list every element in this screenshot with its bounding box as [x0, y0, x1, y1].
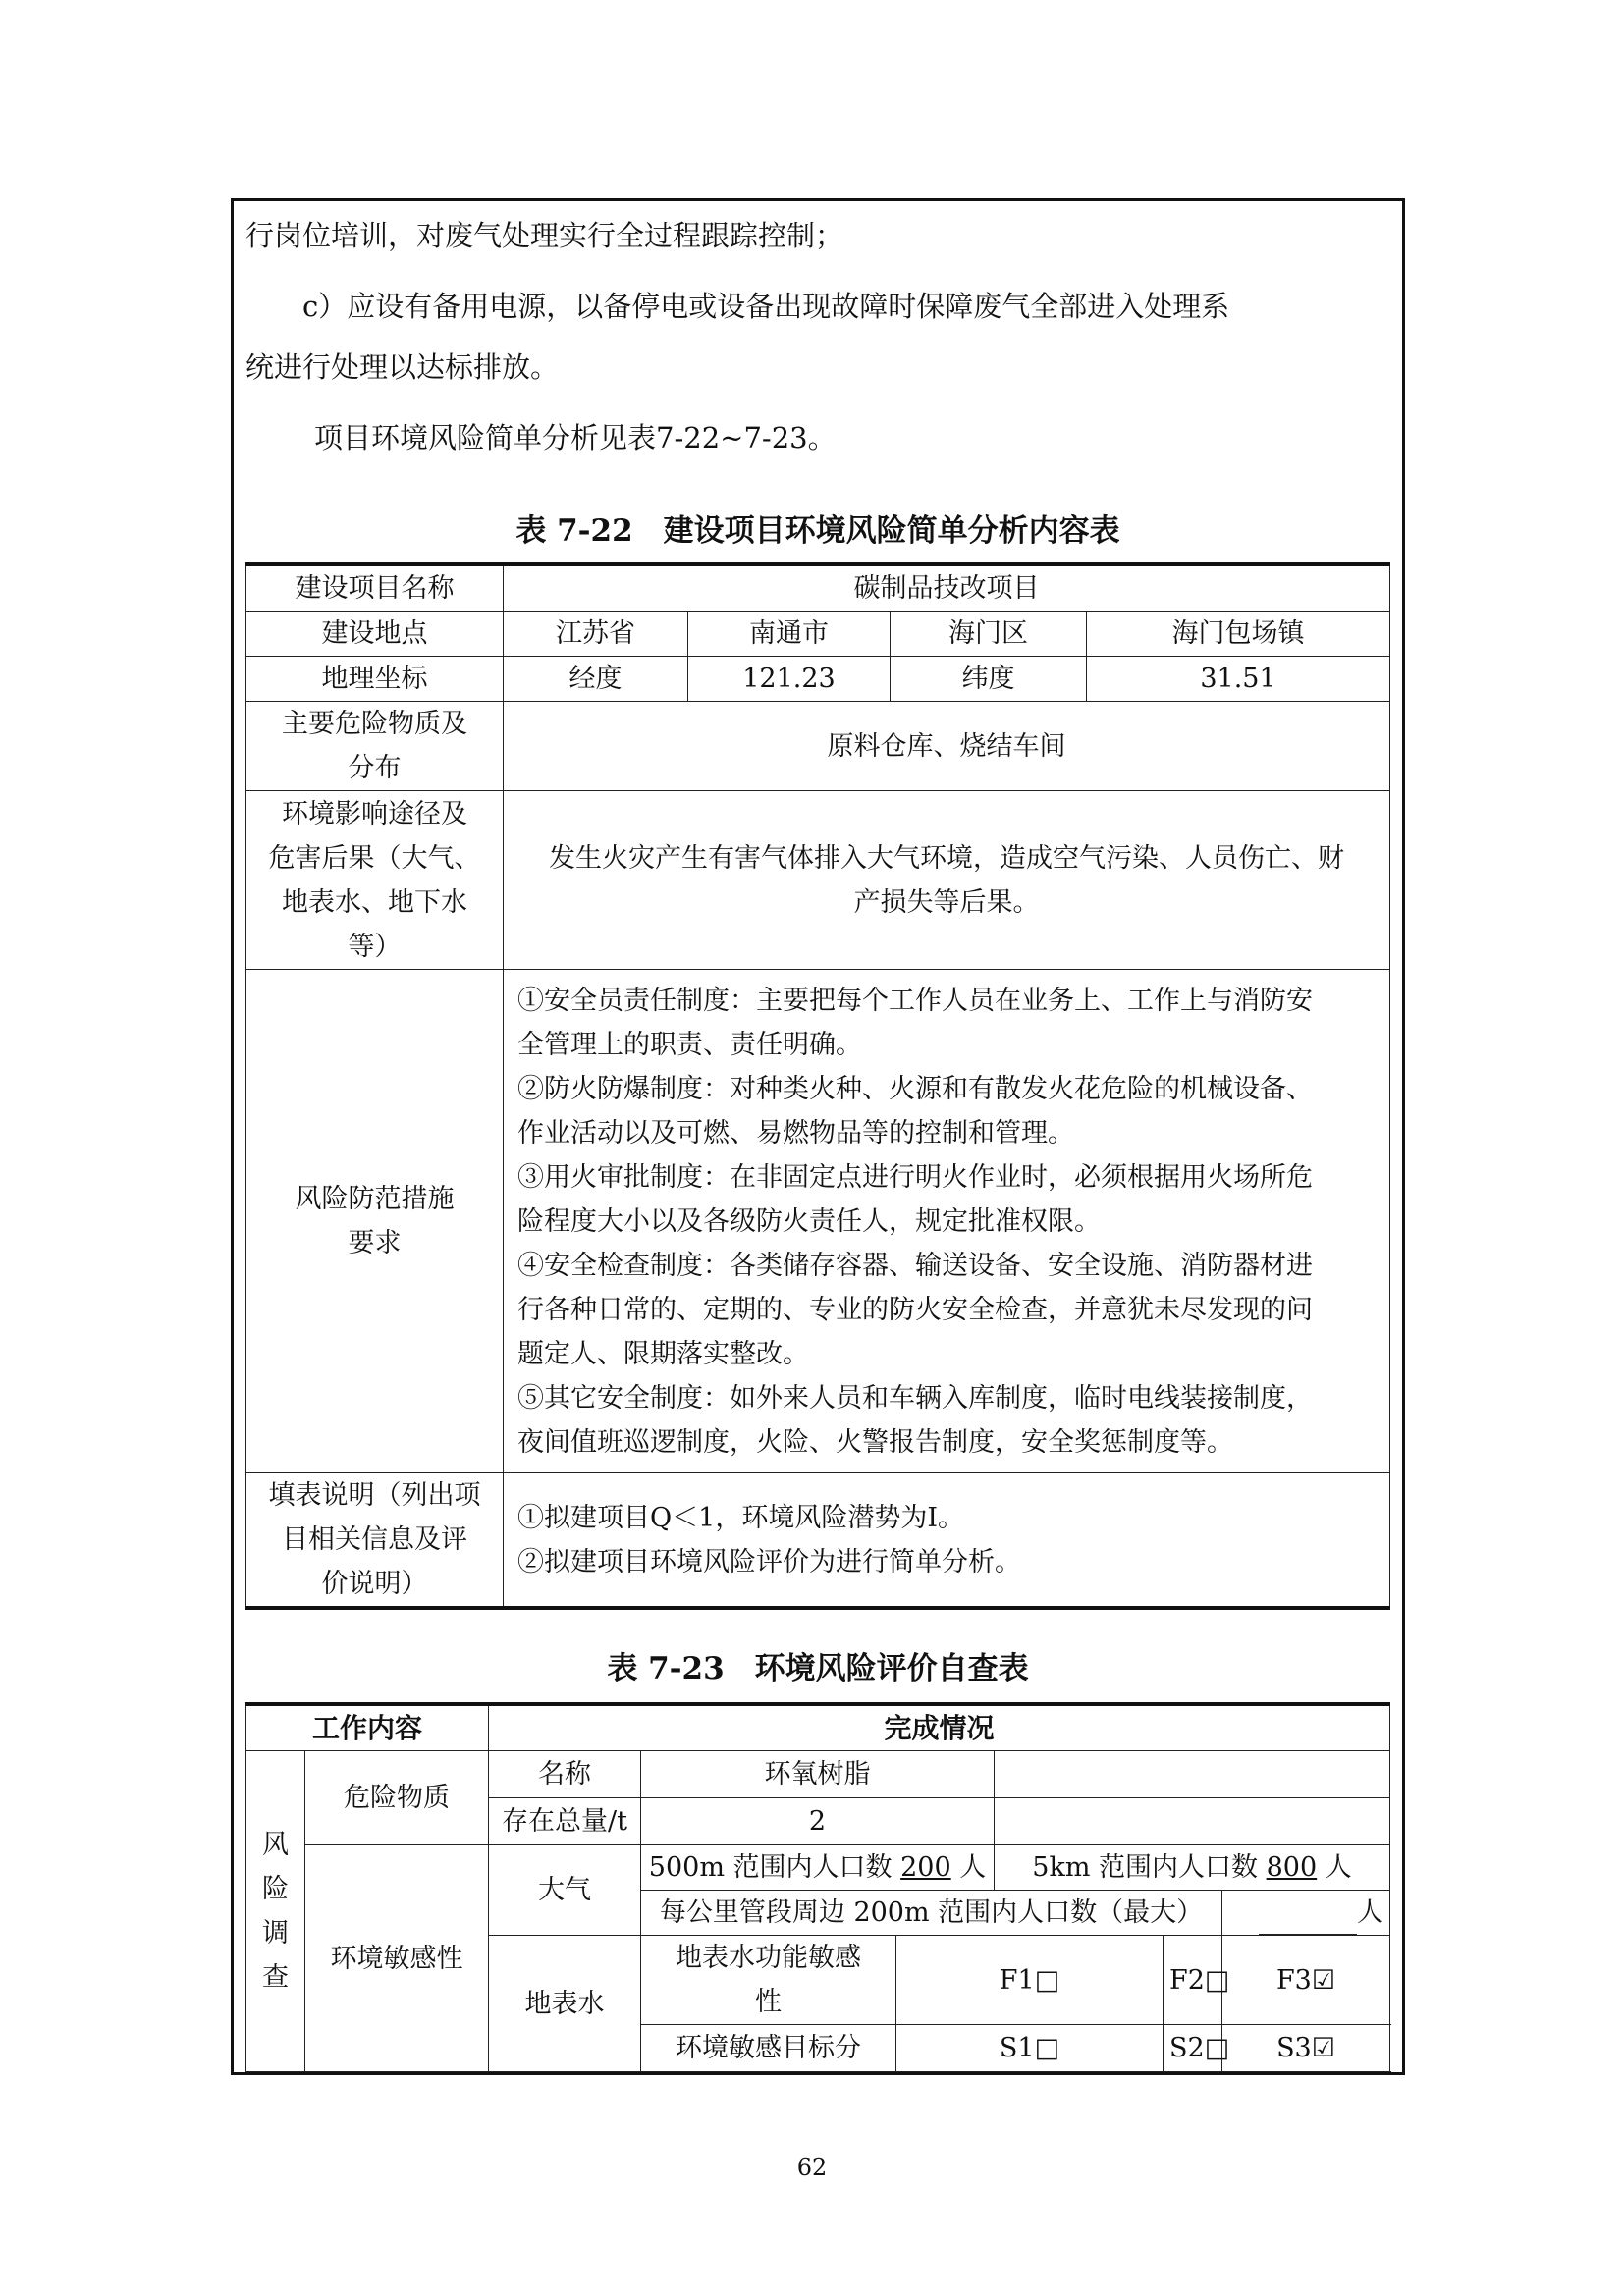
impact-value	[504, 791, 1390, 970]
function-label-line: 地表水功能敏感	[676, 1943, 862, 1973]
table-row	[246, 702, 1390, 791]
risk-survey-label	[246, 1751, 305, 2072]
risk-self-check-table	[245, 1702, 1390, 2072]
col-done: 完成情况	[489, 1704, 1390, 1751]
measures-line: ①安全员责任制度：主要把每个工作人员在业务上、工作上与消防安	[517, 985, 1313, 1016]
f3-checkbox[interactable]: F3☑	[1222, 1936, 1390, 2025]
measures-label	[246, 970, 504, 1473]
measures-line: 全管理上的职责、责任明确。	[517, 1029, 862, 1060]
measures-line: 行各种日常的、定期的、专业的防火安全检查，并意犹未尽发现的问	[517, 1294, 1313, 1325]
table-row	[246, 1751, 1390, 1798]
measures-line: ④安全检查制度：各类储存容器、输送设备、安全设施、消防器材进	[517, 1250, 1313, 1281]
measures-line: ②防火防爆制度：对种类火种、火源和有散发火花危险的机械设备、	[517, 1073, 1313, 1104]
project-name: 碳制品技改项目	[504, 564, 1390, 612]
total-label: 存在总量/t	[489, 1798, 641, 1845]
measures-line: 作业活动以及可燃、易燃物品等的控制和管理。	[517, 1117, 1074, 1148]
risk-analysis-table	[245, 562, 1390, 1610]
table-7-22-caption: 表 7-22 建设项目环境风险简单分析内容表	[515, 513, 1120, 549]
surface-water-label: 地表水	[489, 1936, 641, 2072]
total-value: 2	[641, 1798, 995, 1845]
hazard-label	[246, 702, 504, 791]
lat-value: 31.51	[1087, 657, 1390, 702]
air-5km-value: 800	[1266, 1852, 1318, 1883]
table-row	[246, 970, 1390, 1473]
city: 南通市	[688, 612, 891, 657]
notes-label	[246, 1473, 504, 1609]
air-500m-text: 500m 范围内人口数	[648, 1852, 893, 1883]
measures-line: 题定人、限期落实整改。	[517, 1338, 809, 1369]
table-7-23-caption: 表 7-23 环境风险评价自查表	[607, 1651, 1029, 1686]
sensitivity-label: 环境敏感性	[305, 1845, 489, 2072]
table-row	[246, 657, 1390, 702]
table-row	[246, 1473, 1390, 1609]
name-label: 名称	[489, 1751, 641, 1798]
coords-label: 地理坐标	[246, 657, 504, 702]
page-number: 62	[796, 2154, 828, 2181]
risk-char: 险	[262, 1874, 289, 1904]
paragraph-4: 项目环境风险简单分析见表7-22~7-23。	[314, 421, 837, 454]
notes-label-line: 价说明）	[321, 1569, 428, 1599]
f2-checkbox[interactable]: F2□	[1164, 1936, 1222, 2025]
risk-char: 风	[262, 1830, 289, 1860]
risk-char: 查	[262, 1962, 289, 1993]
hazard-label-line: 分布	[348, 753, 402, 783]
measures-line: ⑤其它安全制度：如外来人员和车辆入库制度，临时电线装接制度，	[517, 1382, 1313, 1414]
col-work: 工作内容	[246, 1704, 489, 1751]
hazard-value: 原料仓库、烧结车间	[504, 702, 1390, 791]
measures-line: ③用火审批制度：在非固定点进行明火作业时，必须根据用火场所危	[517, 1161, 1313, 1193]
pipe-blank	[1259, 1910, 1357, 1935]
air-5km-unit: 人	[1325, 1852, 1352, 1883]
measures-label-line: 风险防范措施	[295, 1184, 455, 1214]
notes-line: ②拟建项目环境风险评价为进行简单分析。	[517, 1546, 1021, 1577]
lat-label: 纬度	[891, 657, 1087, 702]
table-row	[246, 1704, 1390, 1751]
measures-label-line: 要求	[348, 1228, 402, 1258]
notes-value	[504, 1473, 1390, 1609]
measures-line: 夜间值班巡逻制度，火险、火警报告制度，安全奖惩制度等。	[517, 1426, 1233, 1458]
hazard-label-line: 主要危险物质及	[282, 709, 467, 739]
s2-checkbox[interactable]: S2□	[1164, 2025, 1222, 2072]
district: 海门区	[891, 612, 1087, 657]
total-empty	[995, 1798, 1390, 1845]
impact-label-line: 地表水、地下水	[282, 886, 467, 918]
paragraph-3: 统进行处理以达标排放。	[245, 350, 560, 384]
project-name-label: 建设项目名称	[246, 564, 504, 612]
f1-checkbox[interactable]: F1□	[896, 1936, 1164, 2025]
impact-label-line: 等）	[348, 931, 402, 962]
impact-line: 发生火灾产生有害气体排入大气环境，造成空气污染、人员伤亡、财	[549, 842, 1344, 874]
air-5km-text: 5km 范围内人口数	[1032, 1852, 1259, 1883]
town: 海门包场镇	[1087, 612, 1390, 657]
air-5km	[995, 1845, 1390, 1891]
paragraph-2: c）应设有备用电源，以备停电或设备出现故障时保障废气全部进入处理系	[302, 290, 1230, 323]
impact-line: 产损失等后果。	[853, 886, 1040, 918]
measures-line: 险程度大小以及各级防火责任人，规定批准权限。	[517, 1205, 1101, 1237]
pipe-label: 每公里管段周边 200m 范围内人口数（最大）	[641, 1891, 1222, 1936]
air-500m	[641, 1845, 995, 1891]
impact-label-line: 危害后果（大气、	[268, 842, 481, 874]
target-score-label: 环境敏感目标分	[641, 2025, 896, 2072]
lon-label: 经度	[504, 657, 688, 702]
province: 江苏省	[504, 612, 688, 657]
notes-label-line: 目相关信息及评	[282, 1524, 467, 1555]
function-sensitivity-label	[641, 1936, 896, 2025]
measures-value	[504, 970, 1390, 1473]
impact-label	[246, 791, 504, 970]
function-label-line: 性	[755, 1987, 783, 2017]
pipe-unit: 人	[1357, 1897, 1384, 1928]
s3-checkbox[interactable]: S3☑	[1222, 2025, 1390, 2072]
lon-value: 121.23	[688, 657, 891, 702]
pipe-value	[1222, 1891, 1390, 1936]
table-row	[246, 791, 1390, 970]
air-500m-unit: 人	[959, 1852, 987, 1883]
notes-label-line: 填表说明（列出项	[268, 1480, 481, 1511]
hazard-substance-label: 危险物质	[305, 1751, 489, 1845]
s1-checkbox[interactable]: S1□	[896, 2025, 1164, 2072]
name-empty	[995, 1751, 1390, 1798]
table-row	[246, 564, 1390, 612]
name-value: 环氧树脂	[641, 1751, 995, 1798]
air-500m-value: 200	[900, 1852, 951, 1883]
paragraph-1: 行岗位培训，对废气处理实行全过程跟踪控制；	[245, 219, 844, 252]
location-label: 建设地点	[246, 612, 504, 657]
table-row	[246, 1845, 1390, 1891]
risk-char: 调	[262, 1918, 289, 1949]
impact-label-line: 环境影响途径及	[282, 798, 467, 829]
air-label: 大气	[489, 1845, 641, 1936]
table-row	[246, 612, 1390, 657]
notes-line: ①拟建项目Q＜1，环境风险潜势为Ⅰ。	[517, 1502, 964, 1533]
